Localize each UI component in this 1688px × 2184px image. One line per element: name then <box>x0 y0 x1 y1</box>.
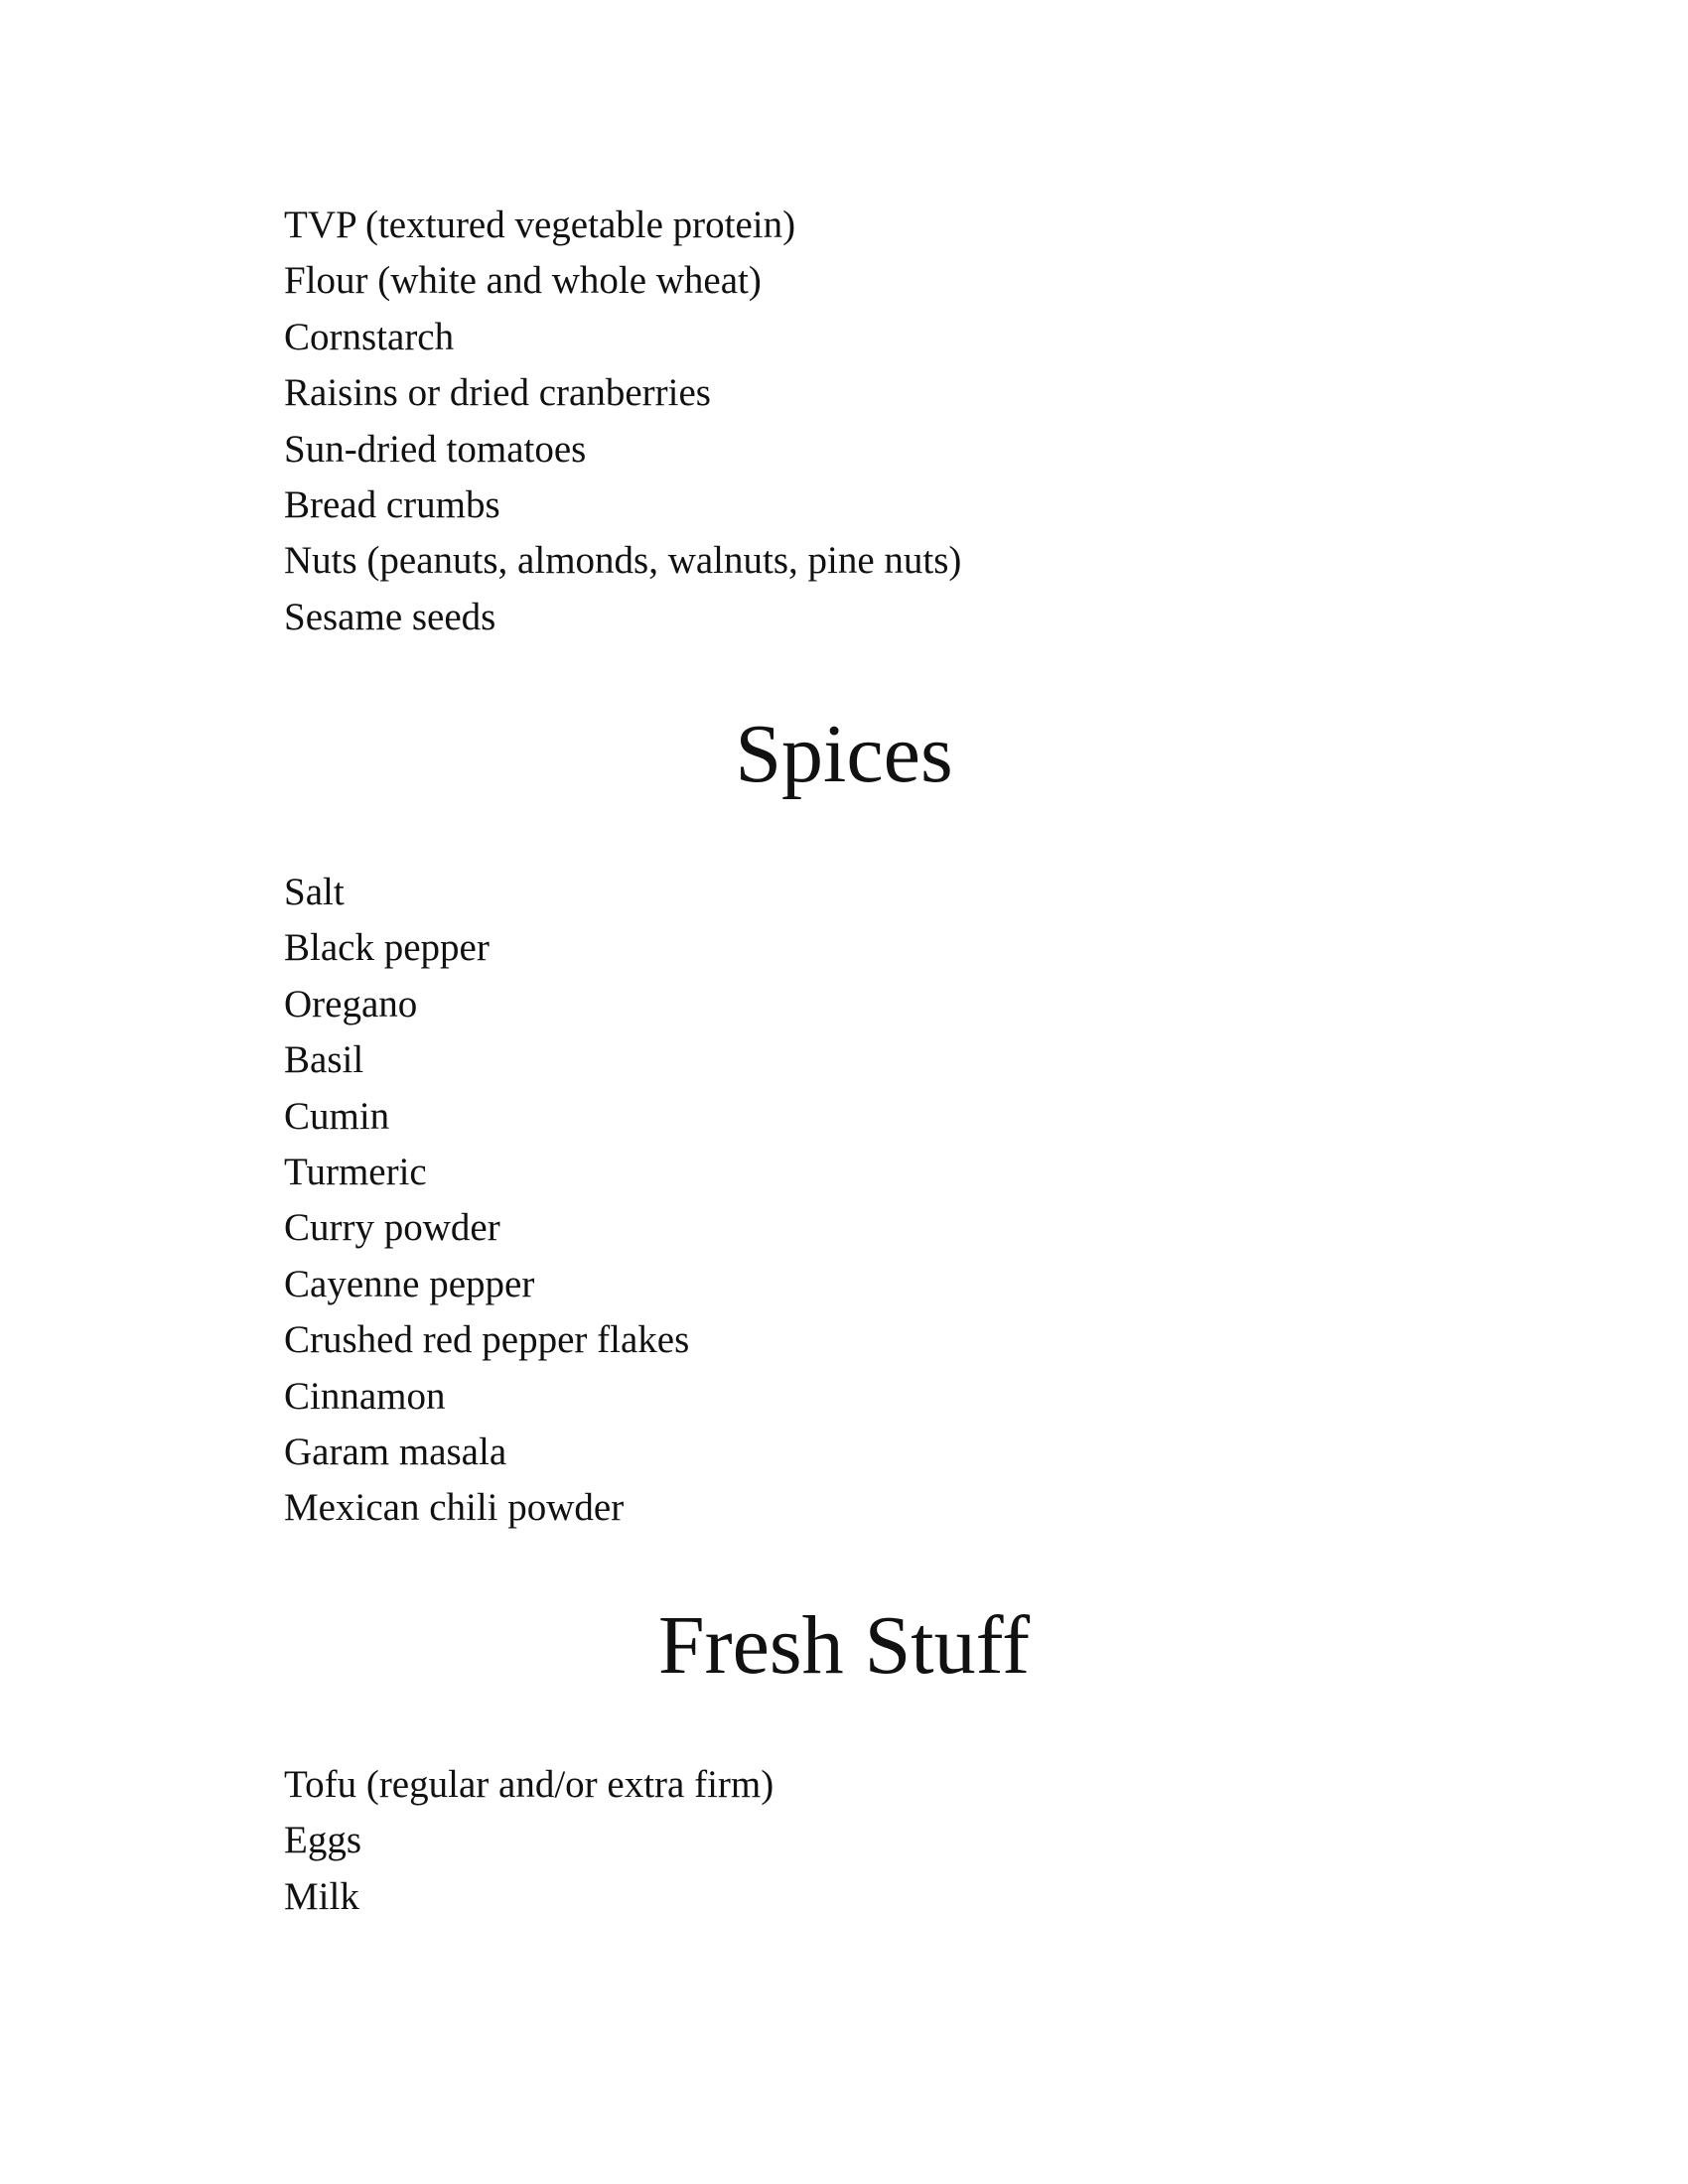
list-item: Nuts (peanuts, almonds, walnuts, pine nuts) <box>284 539 962 583</box>
fresh-stuff-item-list <box>284 1757 774 1925</box>
list-item: Black pepper <box>284 926 490 970</box>
list-item: TVP (textured vegetable protein) <box>284 204 796 246</box>
list-item: Crushed red pepper flakes <box>284 1318 690 1362</box>
list-item: Curry powder <box>284 1206 500 1250</box>
list-item: Flour (white and whole wheat) <box>284 259 762 303</box>
list-item: Sun-dried tomatoes <box>284 427 587 471</box>
list-item: Milk <box>284 1874 359 1918</box>
list-item: Salt <box>284 871 345 913</box>
list-item: Raisins or dried cranberries <box>284 371 711 415</box>
list-item: Mexican chili powder <box>284 1486 625 1530</box>
list-item: Turmeric <box>284 1150 427 1193</box>
list-item: Sesame seeds <box>284 595 496 638</box>
list-item: Cumin <box>284 1094 390 1138</box>
list-item: Eggs <box>284 1819 361 1862</box>
section-heading-spices: Spices <box>735 708 953 800</box>
spices-item-list <box>284 865 689 1537</box>
list-item: Basil <box>284 1038 364 1082</box>
list-item: Cayenne pepper <box>284 1262 535 1305</box>
list-item: Cornstarch <box>284 315 455 358</box>
pantry-item-list <box>284 198 961 645</box>
section-heading-fresh-stuff: Fresh Stuff <box>657 1599 1031 1692</box>
list-item: Tofu (regular and/or extra firm) <box>284 1763 774 1806</box>
list-item: Oregano <box>284 982 418 1025</box>
list-item: Bread crumbs <box>284 482 500 526</box>
list-item: Cinnamon <box>284 1374 446 1418</box>
list-item: Garam masala <box>284 1430 507 1473</box>
